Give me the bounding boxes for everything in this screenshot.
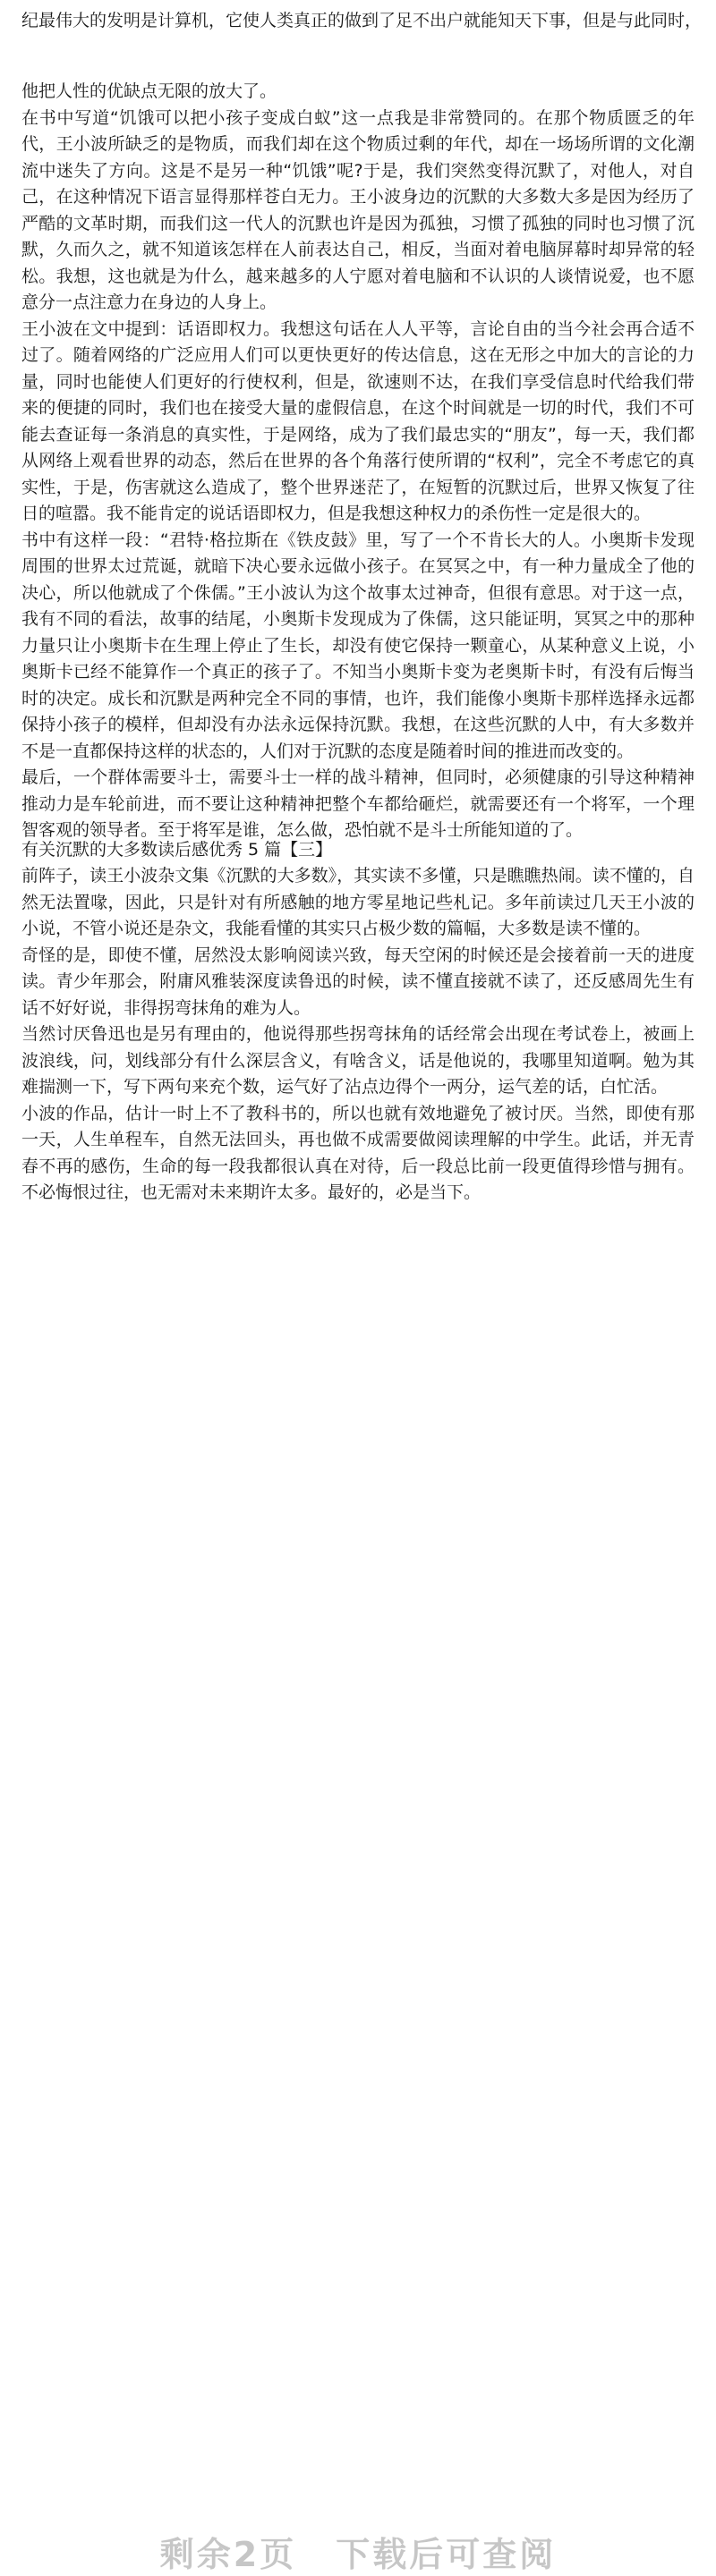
remaining-pages-notice[interactable] — [0, 2527, 716, 2576]
article-body-part1 — [21, 79, 695, 844]
paragraph: 他把人性的优缺点无限的放大了。 — [21, 81, 277, 101]
paragraph: 最后，一个群体需要斗士，需要斗士一样的战斗精神，但同时，必须健康的引导这种精神推动力是车轮前进，而不要让这种精神把整个车都给砸烂，就需要还有一个将军，一个理智客观的领导者。至于将军是谁，怎么做，恐怕就不是斗士所能知道的了。 — [21, 767, 695, 840]
article-body-part2 — [21, 863, 695, 1207]
paragraph: 小波的作品，估计一时上不了教科书的，所以也就有效地避免了被讨厌。当然，即使有那一天，人生单程车，自然无法回头，再也做不成需要做阅读理解的中学生。此话，并无青春不再的感伤，生命的每一段我都很认真在对待，后一段总比前一段更值得珍惜与拥有。不必悔恨过往，也无需对未来期许太多。最好的，必是当下。 — [21, 1103, 695, 1202]
paragraph-line: 纪最伟大的发明是计算机，它使人类真正的做到了足不出户就能知天下事，但是与此同时， — [21, 11, 703, 30]
download-hint-label: 下载后可查阅 — [336, 2535, 557, 2574]
remaining-pages-label: 剩余2页 — [159, 2535, 297, 2574]
section-heading: 有关沉默的大多数读后感优秀 5 篇【三】 — [21, 840, 333, 860]
paragraph: 在书中写道“饥饿可以把小孩子变成白蚁”这一点我是非常赞同的。在那个物质匮乏的年代，王小波所缺乏的是物质，而我们却在这个物质过剩的年代，却在一场场所谓的文化潮流中迷失了方向。这是不是另一种“饥饿”呢?于是，我们突然变得沉默了，对他人，对自己，在这种情况下语言显得那样苍白无力。王小波身边的沉默的大多数大多是因为经历了严酷的文革时期，而我们这一代人的沉默也许是因为孤独，习惯了孤独的同时也习惯了沉默，久而久之，就不知道该怎样在人前表达自己，相反，当面对着电脑屏幕时却异常的轻松。我想，这也就是为什么，越来越多的人宁愿对着电脑和不认识的人谈情说爱，也不愿意分一点注意力在身边的人身上。 — [21, 107, 695, 312]
paragraph: 书中有这样一段：“君特·格拉斯在《铁皮鼓》里，写了一个不肯长大的人。小奥斯卡发现周围的世界太过荒诞，就暗下决心要永远做小孩子。在冥冥之中，有一种力量成全了他的决心，所以他就成了个侏儒。”王小波认为这个故事太过神奇，但很有意思。对于这一点，我有不同的看法，故事的结尾，小奥斯卡发现成为了侏儒，这只能证明，冥冥之中的那种力量只让小奥斯卡在生理上停止了生长，却没有使它保持一颗童心，从某种意义上说，小奥斯卡已经不能算作一个真正的孩子了。不知当小奥斯卡变为老奥斯卡时，有没有后悔当时的决定。成长和沉默是两种完全不同的事情，也许，我们能像小奥斯卡那样选择永远都保持小孩子的模样，但却没有办法永远保持沉默。我想，在这些沉默的人中，有大多数并不是一直都保持这样的状态的，人们对于沉默的态度是随着时间的推进而改变的。 — [21, 530, 695, 761]
download-banner[interactable] — [0, 1252, 716, 2574]
paragraph: 奇怪的是，即使不懂，居然没太影响阅读兴致，每天空闲的时候还是会接着前一天的进度读。青少年那会，附庸风雅装深度读鲁迅的时候，读不懂直接就不读了，还反感周先生有话不好好说，非得拐弯抹角的难为人。 — [21, 945, 695, 1018]
paragraph: 王小波在文中提到：话语即权力。我想这句话在人人平等，言论自由的当今社会再合适不过了。随着网络的广泛应用人们可以更快更好的传达信息，这在无形之中加大的言论的力量，同时也能使人们更好的行使权利，但是，欲速则不达，在我们享受信息时代给我们带来的便捷的同时，我们也在接受大量的虚假信息，在这个时间就是一切的时代，我们不可能去查证每一条消息的真实性，于是网络，成为了我们最忠实的“朋友”，每一天，我们都从网络上观看世界的动态，然后在世界的各个角落行使所谓的“权利”，完全不考虑它的真实性，于是，伤害就这么造成了，整个世界迷茫了，在短暂的沉默过后，世界又恢复了往日的喧嚣。我不能肯定的说话语即权力，但是我想这种权力的杀伤性一定是很大的。 — [21, 318, 695, 523]
paragraph: 当然讨厌鲁迅也是另有理由的，他说得那些拐弯抹角的话经常会出现在考试卷上，被画上波浪线，问，划线部分有什么深层含义，有啥含义，话是他说的，我哪里知道啊。勉为其难揣测一下，写下两句来充个数，运气好了沾点边得个一两分，运气差的话，白忙活。 — [21, 1024, 695, 1097]
paragraph: 前阵子，读王小波杂文集《沉默的大多数》，其实读不多懂，只是瞧瞧热闹。读不懂的，自然无法置喙，因此，只是针对有所感触的地方零星地记些札记。多年前读过几天王小波的小说，不管小说还是杂文，我能看懂的其实只占极少数的篇幅，大多数是读不懂的。 — [21, 866, 695, 938]
